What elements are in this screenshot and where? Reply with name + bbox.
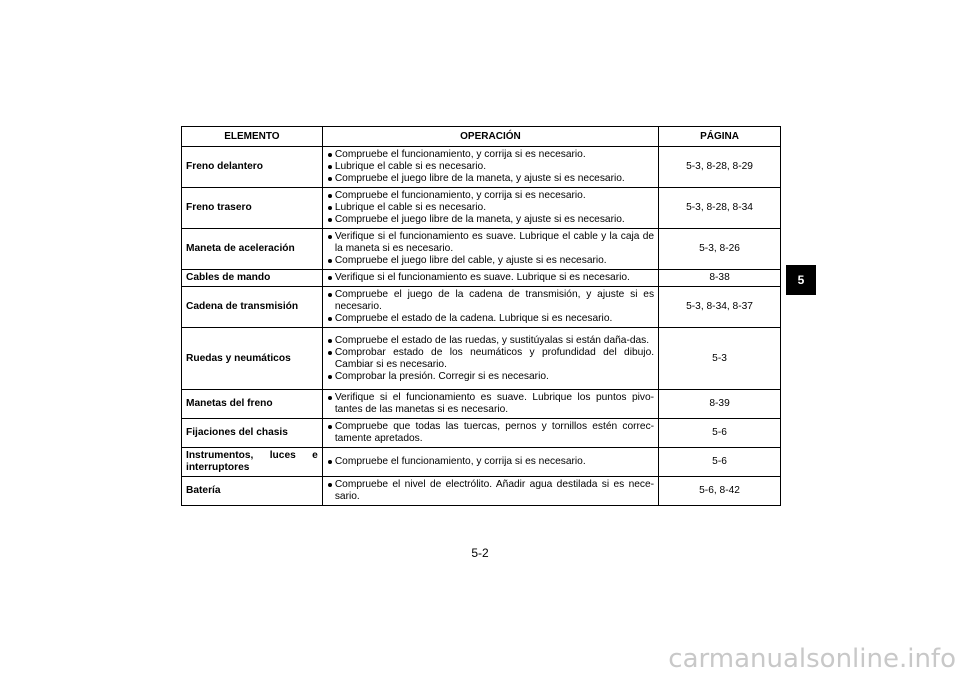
- operation-item: Comprobar la presión. Corregir si es necesario.: [327, 371, 654, 383]
- row-page: 5-3, 8-28, 8-29: [659, 147, 781, 188]
- row-operations: [322, 448, 658, 477]
- row-operations: [322, 390, 658, 419]
- table-row: [182, 419, 781, 448]
- table-header-row: [182, 127, 781, 147]
- operation-item: Compruebe el juego libre de la maneta, y ajuste si es necesario.: [327, 214, 654, 226]
- row-element: Cables de mando: [182, 270, 323, 287]
- row-operations: [322, 287, 658, 328]
- row-operations: [322, 147, 658, 188]
- row-page: 5-6: [659, 448, 781, 477]
- row-page: 5-6: [659, 419, 781, 448]
- operation-item: Compruebe el estado de las ruedas, y sustitúyalas si están daña-das.: [327, 335, 654, 347]
- row-operations: [322, 270, 658, 287]
- table-row: [182, 188, 781, 229]
- row-element: Freno delantero: [182, 147, 323, 188]
- operation-item: Compruebe el estado de la cadena. Lubrique si es necesario.: [327, 313, 654, 325]
- chapter-tab: 5: [786, 265, 816, 295]
- table-row: [182, 390, 781, 419]
- row-page: 8-39: [659, 390, 781, 419]
- operation-item: Compruebe el juego libre del cable, y ajuste si es necesario.: [327, 255, 654, 267]
- row-page: 5-6, 8-42: [659, 477, 781, 506]
- row-element: Maneta de aceleración: [182, 229, 323, 270]
- header-element: ELEMENTO: [182, 127, 323, 147]
- row-element: Ruedas y neumáticos: [182, 328, 323, 390]
- row-element: Manetas del freno: [182, 390, 323, 419]
- page-number: 5-2: [471, 546, 489, 560]
- operation-item: Compruebe que todas las tuercas, pernos y tornillos estén correc-tamente apretados.: [327, 421, 654, 445]
- row-operations: [322, 328, 658, 390]
- inspection-table: [181, 126, 781, 506]
- table-row: [182, 229, 781, 270]
- operation-item: Lubrique el cable si es necesario.: [327, 202, 654, 214]
- header-page: PÁGINA: [659, 127, 781, 147]
- table-row: [182, 270, 781, 287]
- table-row: [182, 287, 781, 328]
- operation-item: Compruebe el funcionamiento, y corrija si es necesario.: [327, 190, 654, 202]
- operation-item: Lubrique el cable si es necesario.: [327, 161, 654, 173]
- row-operations: [322, 477, 658, 506]
- operation-item: Verifique si el funcionamiento es suave. Lubrique el cable y la caja de la maneta si es necesario.: [327, 231, 654, 255]
- row-page: 5-3, 8-26: [659, 229, 781, 270]
- table-row: [182, 448, 781, 477]
- row-element: Fijaciones del chasis: [182, 419, 323, 448]
- row-page: 8-38: [659, 270, 781, 287]
- row-element: Freno trasero: [182, 188, 323, 229]
- row-page: 5-3, 8-34, 8-37: [659, 287, 781, 328]
- row-page: 5-3: [659, 328, 781, 390]
- row-operations: [322, 229, 658, 270]
- operation-item: Compruebe el juego libre de la maneta, y ajuste si es necesario.: [327, 173, 654, 185]
- row-element: Cadena de transmisión: [182, 287, 323, 328]
- row-operations: [322, 188, 658, 229]
- row-operations: [322, 419, 658, 448]
- table-row: [182, 477, 781, 506]
- operation-item: Verifique si el funcionamiento es suave. Lubrique los puntos pivo-tantes de las manetas si es necesario.: [327, 392, 654, 416]
- operation-item: Compruebe el funcionamiento, y corrija si es necesario.: [327, 456, 654, 468]
- operation-item: Verifique si el funcionamiento es suave. Lubrique si es necesario.: [327, 272, 654, 284]
- row-element: Instrumentos, luces e interruptores: [182, 448, 323, 477]
- table-row: [182, 147, 781, 188]
- watermark: carmanualsonline.info: [668, 644, 956, 674]
- table-row: [182, 328, 781, 390]
- header-operation: OPERACIÓN: [322, 127, 658, 147]
- operation-item: Compruebe el funcionamiento, y corrija si es necesario.: [327, 149, 654, 161]
- operation-item: Compruebe el nivel de electrólito. Añadir agua destilada si es nece-sario.: [327, 479, 654, 503]
- operation-item: Compruebe el juego de la cadena de transmisión, y ajuste si es necesario.: [327, 289, 654, 313]
- row-page: 5-3, 8-28, 8-34: [659, 188, 781, 229]
- operation-item: Comprobar estado de los neumáticos y profundidad del dibujo. Cambiar si es necesario.: [327, 347, 654, 371]
- row-element: Batería: [182, 477, 323, 506]
